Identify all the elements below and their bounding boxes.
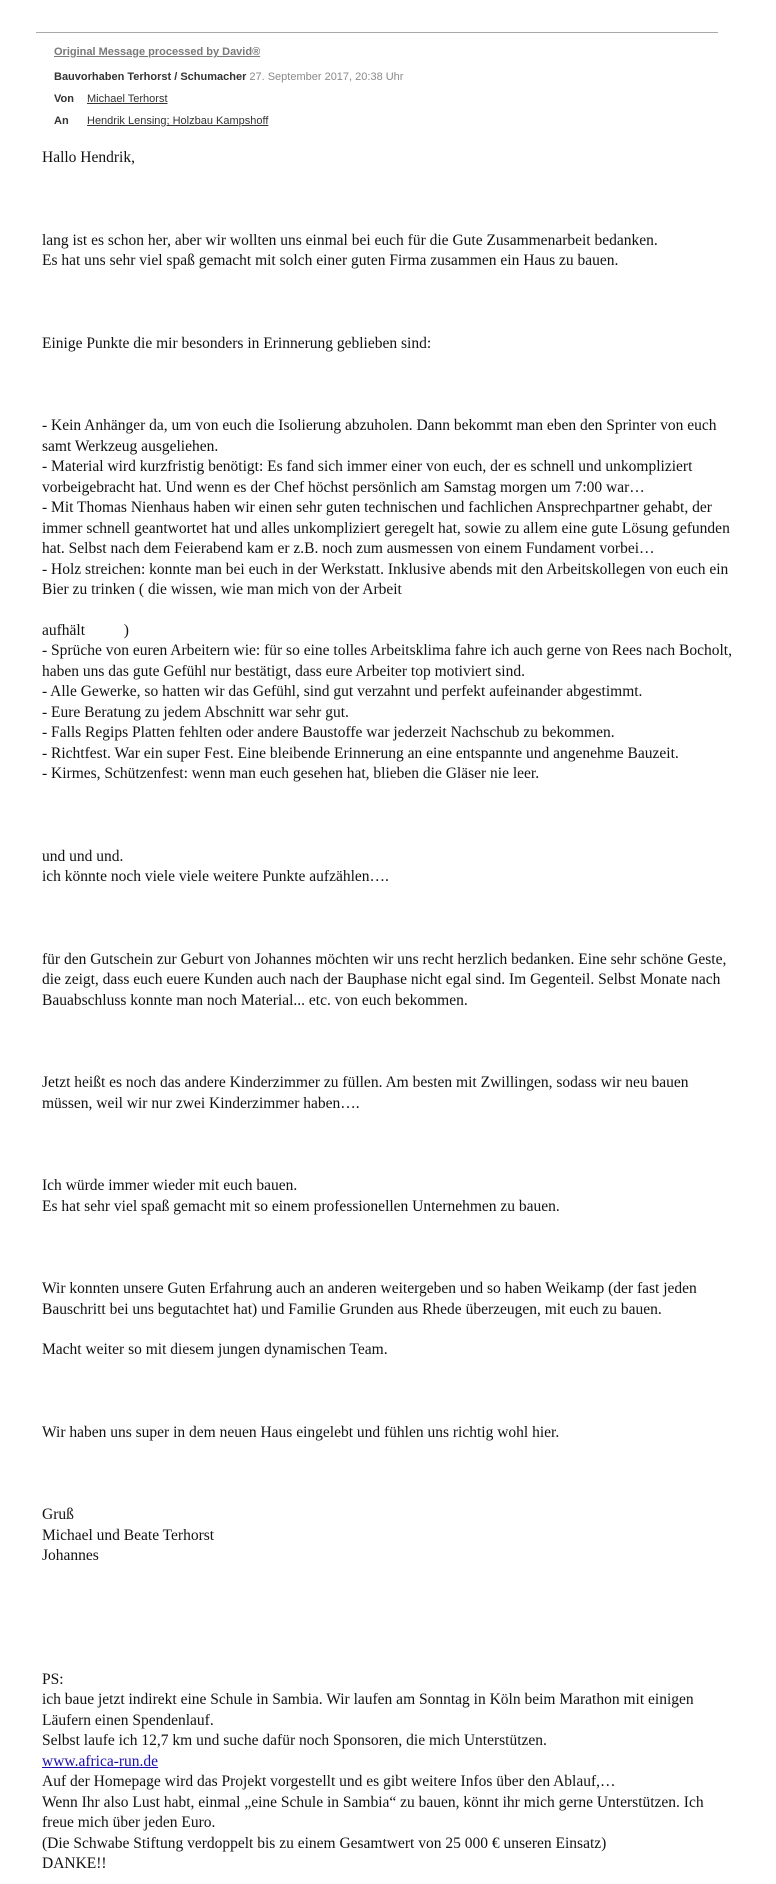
- message-subject: Bauvorhaben Terhorst / Schumacher: [54, 71, 247, 83]
- ps-thanks: DANKE!!: [42, 1855, 107, 1872]
- paragraph: Macht weiter so mit diesem jungen dynamischen Team.: [42, 1341, 388, 1358]
- message-body: [42, 148, 738, 1875]
- list-item: - Sprüche von euren Arbeitern wie: für so eine tolles Arbeitsklima fahre ich auch gerne von Rees nach Bocholt, haben uns das gute Gefühl nur bestätigt, dass eure Arbeiter top motiviert sind.: [42, 642, 732, 680]
- ps-line: (Die Schwabe Stiftung verdoppelt bis zu einem Gesamtwert von 25 000 € unseren Einsatz): [42, 1834, 607, 1852]
- list-item-continuation: aufhält ): [42, 621, 129, 639]
- processed-by-link[interactable]: Original Message processed by David®: [54, 46, 261, 58]
- ps-line: Auf der Homepage wird das Projekt vorgestellt und es gibt weitere Infos über den Ablauf,…: [42, 1773, 616, 1790]
- list-item: - Kirmes, Schützenfest: wenn man euch gesehen hat, blieben die Gläser nie leer.: [42, 765, 540, 782]
- message-date: 27. September 2017, 20:38 Uhr: [249, 71, 404, 83]
- subject-row: [54, 66, 403, 88]
- ps-line: ich baue jetzt indirekt eine Schule in Sambia. Wir laufen am Sonntag in Köln beim Marathon mit einigen Läufern einen Spendenlauf.: [42, 1691, 694, 1729]
- list-item: - Holz streichen: konnte man bei euch in der Werkstatt. Inklusive abends mit den Arbeitskollegen von euch ein Bier zu trinken ( die wissen, wie man mich von der Arbeit: [42, 560, 729, 598]
- list-item: - Falls Regips Platten fehlten oder andere Baustoffe war jederzeit Nachschub zu bekommen.: [42, 724, 615, 741]
- from-label: Von: [54, 93, 74, 105]
- list-item: - Material wird kurzfristig benötigt: Es fand sich immer einer von euch, der es schnell und unkompliziert vorbeigebracht hat. Und wenn es der Chef höchst persönlich am Samstag morgen um 7:00 war…: [42, 458, 693, 496]
- paragraph: für den Gutschein zur Geburt von Johannes möchten wir uns recht herzlich bedanken. Eine sehr schöne Geste, die zeigt, dass euch euere Kunden auch nach der Bauphase nicht egal sind. Im Gegenteil. Selbst Monate nach Bauabschluss konnte man noch Material... etc. von euch bekommen.: [42, 950, 727, 1009]
- list-item: - Alle Gewerke, so hatten wir das Gefühl, sind gut verzahnt und perfekt aufeinander abgestimmt.: [42, 683, 643, 700]
- ps-line: Selbst laufe ich 12,7 km und suche dafür noch Sponsoren, die mich Unterstützen.: [42, 1732, 547, 1749]
- signoff: Gruß: [42, 1506, 74, 1523]
- paragraph: ich könnte noch viele viele weitere Punkte aufzählen….: [42, 868, 389, 885]
- list-item: - Richtfest. War ein super Fest. Eine bleibende Erinnerung an eine entspannte und angenehme Bauzeit.: [42, 744, 679, 762]
- paragraph: Jetzt heißt es noch das andere Kinderzimmer zu füllen. Am besten mit Zwillingen, sodass wir neu bauen müssen, weil wir nur zwei Kinderzimmer haben….: [42, 1074, 689, 1112]
- list-item: - Mit Thomas Nienhaus haben wir einen sehr guten technischen und fachlichen Ansprechpartner gehabt, der immer schnell geantwortet hat und alles unkompliziert geregelt hat, sowie zu allem eine gute Lösung gefunden hat. Selbst nach dem Feierabend kam er z.B. noch zum ausmessen von einem Fundament vorbei…: [42, 499, 730, 557]
- signature-names: Michael und Beate Terhorst: [42, 1526, 215, 1544]
- paragraph: Es hat sehr viel spaß gemacht mit so einem professionellen Unternehmen zu bauen.: [42, 1197, 560, 1215]
- to-label: An: [54, 115, 69, 127]
- ps-label: PS:: [42, 1670, 64, 1688]
- paragraph: und und und.: [42, 847, 124, 865]
- signature-child: Johannes: [42, 1547, 99, 1564]
- paragraph: Ich würde immer wieder mit euch bauen.: [42, 1177, 298, 1194]
- paragraph: Wir haben uns super in dem neuen Haus eingelebt und fühlen uns richtig wohl hier.: [42, 1423, 560, 1441]
- message-header: [54, 46, 403, 132]
- paragraph: Wir konnten unsere Guten Erfahrung auch an anderen weitergeben und so haben Weikamp (der fast jeden Bauschritt bei uns begutachtet hat) und Familie Grunden aus Rhede überzeugen, mit euch zu bauen.: [42, 1280, 697, 1318]
- intro-paragraph: lang ist es schon her, aber wir wollten uns einmal bei euch für die Gute Zusammenarbeit bedanken.: [42, 231, 658, 249]
- greeting: Hallo Hendrik,: [42, 149, 135, 166]
- points-intro: Einige Punkte die mir besonders in Erinnerung geblieben sind:: [42, 334, 432, 352]
- africa-run-link[interactable]: www.africa-run.de: [42, 1752, 159, 1770]
- to-row: [54, 110, 403, 132]
- list-item: - Eure Beratung zu jedem Abschnitt war sehr gut.: [42, 703, 349, 721]
- from-row: [54, 88, 403, 110]
- sender-link[interactable]: Michael Terhorst: [87, 93, 168, 105]
- intro-paragraph: Es hat uns sehr viel spaß gemacht mit solch einer guten Firma zusammen ein Haus zu bauen.: [42, 252, 619, 269]
- ps-line: Wenn Ihr also Lust habt, einmal „eine Schule in Sambia“ zu bauen, könnt ihr mich gerne Unterstützen. Ich freue mich über jeden Euro.: [42, 1793, 704, 1831]
- recipient-link[interactable]: Hendrik Lensing; Holzbau Kampshoff: [87, 115, 269, 127]
- header-divider: [36, 32, 718, 33]
- list-item: - Kein Anhänger da, um von euch die Isolierung abzuholen. Dann bekommt man eben den Sprinter von euch samt Werkzeug ausgeliehen.: [42, 417, 717, 455]
